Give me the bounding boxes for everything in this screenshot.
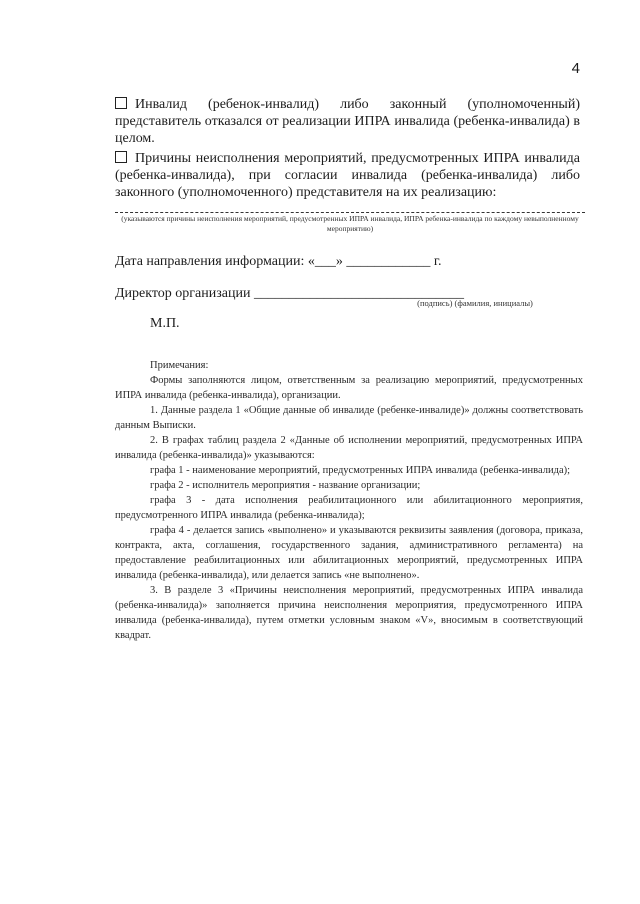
reason-line [115,212,585,213]
option-text: Инвалид (ребенок-инвалид) либо законный (уполномоченный) представитель отказался от реализации ИПРА инвалида (ребенка-инвалида) в целом. [115,97,580,146]
note-paragraph: 2. В графах таблиц раздела 2 «Данные об исполнении мероприятий, предусмотренных ИПРА инвалида (ребенка-инвалида)» указываются: [115,435,583,461]
stamp-place: М.П. [150,316,180,331]
note-paragraph: графа 1 - наименование мероприятий, предусмотренных ИПРА инвалида (ребенка-инвалида); [150,465,571,476]
note-paragraph: графа 2 - исполнитель мероприятия - название организации; [150,480,421,491]
option-refused [115,96,580,147]
notes-title: Примечания: [150,360,209,371]
date-value: «___» ____________ г. [307,254,442,269]
director-caption: (подпись) (фамилия, инициалы) [417,298,533,308]
option-reasons [115,150,580,201]
note-paragraph: графа 3 - дата исполнения реабилитационного или абилитационного мероприятия, предусмотренного ИПРА инвалида (ребенка-инвалида); [115,495,583,521]
reason-caption: (указываются причины неисполнения мероприятий, предусмотренных ИПРА инвалида, ИПРА ребенка-инвалида по каждому невыполненному мероприятию) [121,214,579,233]
note-paragraph: графа 4 - делается запись «выполнено» и указываются реквизиты заявления (договора, приказа, контракта, акта, соглашения, государственного задания, административного регламента) на предоставление реабилитационных или абилитационных мероприятий, предусмотренных ИПРА инвалида (ребенка-инвалида), или делается запись «не выполнено». [115,525,583,581]
page-number: 4 [571,60,580,77]
option-text: Причины неисполнения мероприятий, предусмотренных ИПРА инвалида (ребенка-инвалида), при согласии инвалида (ребенка-инвалида) либо законного (уполномоченного) представителя на их реализацию: [115,151,580,200]
date-label: Дата направления информации: [115,254,305,269]
notes [115,358,583,643]
note-paragraph: 1. Данные раздела 1 «Общие данные об инвалиде (ребенке-инвалиде)» должны соответствовать данным Выписки. [115,405,583,431]
director-blank: ______________________________ [253,286,464,301]
director-label: Директор организации [115,286,251,301]
note-paragraph: Формы заполняются лицом, ответственным за реализацию мероприятий, предусмотренных ИПРА инвалида (ребенка-инвалида), организации. [115,375,583,401]
date-field [115,254,442,270]
note-paragraph: 3. В разделе 3 «Причины неисполнения мероприятий, предусмотренных ИПРА инвалида (ребенка-инвалида)» заполняется причина неисполнения мероприятия, предусмотренного ИПРА инвалида (ребенка-инвалида), путем отметки условным знаком «V», вносимым в соответствующий квадрат. [115,585,583,641]
checkbox[interactable] [115,97,127,109]
checkbox[interactable] [115,151,127,163]
